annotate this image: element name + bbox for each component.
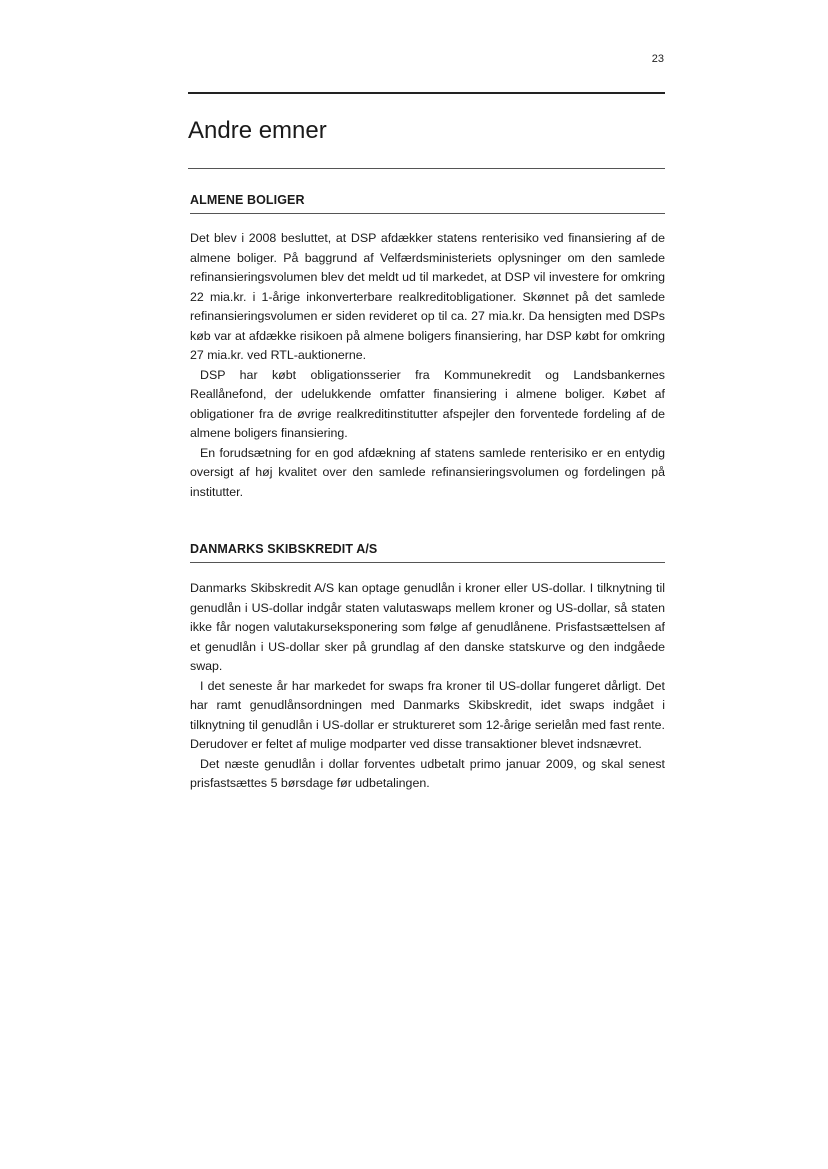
paragraph: Det blev i 2008 besluttet, at DSP afdækker statens renterisiko ved finansiering af de almene boliger. På baggrund af Velfærdsministeriets oplysninger om den samlede refinansieringsvolumen blev det meldt ud til markedet, at DSP vil investere for omkring 22 mia.kr. i 1-årige inkonverterbare realkreditobligationer. Skønnet på det samlede refinansieringsvolumen er siden revideret op til ca. 27 mia.kr. Da hensigten med DSPs køb var at afdække risikoen på almene boligers finansiering, har DSP købt for omkring 27 mia.kr. ved RTL-auktionerne. [190,231,665,362]
header-rule [188,92,665,94]
paragraph: Danmarks Skibskredit A/S kan optage genudlån i kroner eller US-dollar. I tilknytning til genudlån i US-dollar indgår staten valutaswaps mellem kroner og US-dollar, så staten ikke får nogen valutakurseksponering som følge af genudlånene. Prisfastsættelsen af et genudlån i US-dollar sker på grundlag af den danske statskurve og den indgåede swap. [190,581,665,673]
paragraph: I det seneste år har markedet for swaps fra kroner til US-dollar fungeret dårligt. Det har ramt genudlånsordningen med Danmarks Skibskredit, idet swaps indgået i tilknytning til genudlån i US-dollar er struktureret som 12-årige serielån med fast rente. Derudover er feltet af mulige modparter ved disse transaktioner blevet indsnævret. [190,678,665,751]
paragraph: En forudsætning for en god afdækning af statens samlede renterisiko er en entydig oversigt af høj kvalitet over den samlede refinansieringsvolumen og fordelingen på institutter. [190,445,665,499]
section-almene-boliger [190,193,665,502]
section-danmarks-skibskredit [190,542,665,794]
chapter-title: Andre emner [188,117,327,144]
chapter-rule [188,168,665,169]
section-heading: DANMARKS SKIBSKREDIT A/S [190,542,378,556]
page-number: 23 [651,53,664,65]
paragraph: DSP har købt obligationsserier fra Kommunekredit og Landsbankernes Reallånefond, der udelukkende omfatter finansiering i almene boliger. Købet af obligationer fra de øvrige realkreditinstitutter afspejler den forventede fordeling af de almene boligers finansiering. [190,367,665,440]
section-heading: ALMENE BOLIGER [190,193,305,207]
paragraph: Det næste genudlån i dollar forventes udbetalt primo januar 2009, og skal senest prisfastsættes 5 børsdage før udbetalingen. [190,756,665,790]
